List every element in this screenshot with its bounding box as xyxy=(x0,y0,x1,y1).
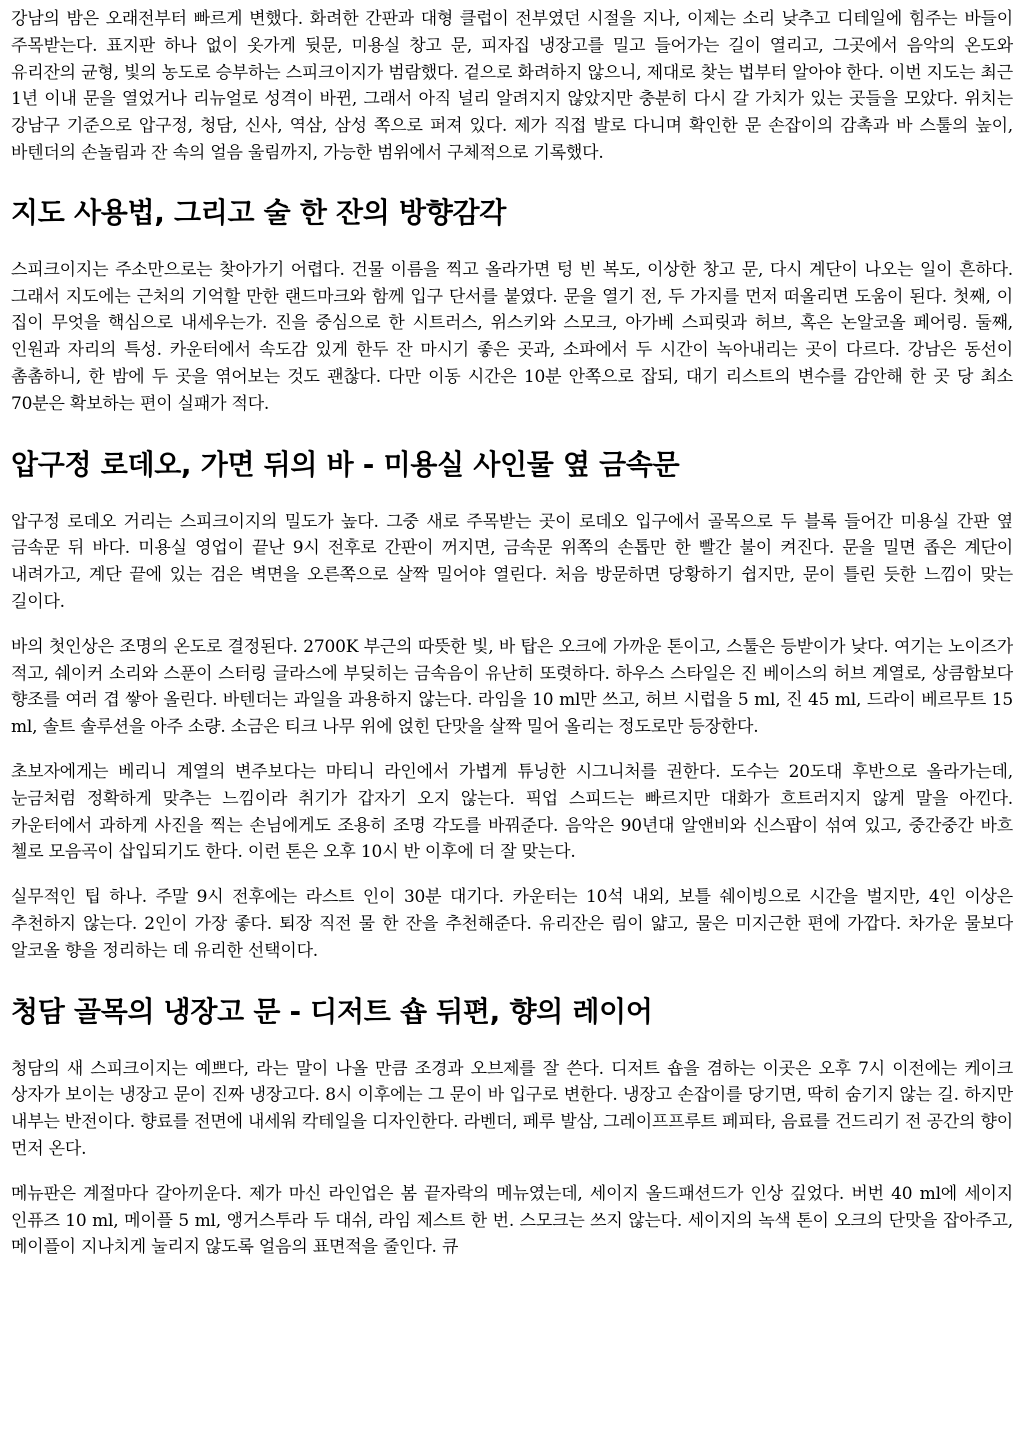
spacer xyxy=(11,1163,1013,1181)
section-heading-apgujeong: 압구정 로데오, 가면 뒤의 바 - 미용실 사인물 옆 금속문 xyxy=(11,447,680,481)
spacer xyxy=(11,418,1013,447)
article xyxy=(11,6,1013,1261)
section-heading-cheongdam: 청담 골목의 냉장고 문 - 디저트 숍 뒤편, 향의 레이어 xyxy=(11,994,653,1028)
spacer xyxy=(11,231,1013,257)
paragraph: 바의 첫인상은 조명의 온도로 결정된다. 2700K 부근의 따뜻한 빛, 바 탑은 오크에 가까운 톤이고, 스툴은 등받이가 낮다. 여기는 노이즈가 적고, 쉐이커 소리와 스푼이 스터링 글라스에 부딪히는 금속음이 유난히 또렷하다. 하우스 스타일은 진 베이스의 허브 계열로, 상큼함보다 향조를 여러 겹 쌓아 올린다. 바텐더는 과일을 과용하지 않는다. 라임을 10 ml만 쓰고, 허브 시럽을 5 ml, 진 45 ml, 드라이 베르무트 15 ml, 솔트 솔루션을 아주 소량. 소금은 티크 나무 위에 얹힌 단맛을 살짝 밀어 올리는 정도로만 등장한다. xyxy=(11,636,1013,738)
intro-paragraph: 강남의 밤은 오래전부터 빠르게 변했다. 화려한 간판과 대형 클럽이 전부였던 시절을 지나, 이제는 소리 낮추고 디테일에 힘주는 바들이 주목받는다. 표지판 하나 없이 옷가게 뒷문, 미용실 창고 문, 피자집 냉장고를 밀고 들어가는 길이 열리고, 그곳에서 음악의 온도와 유리잔의 균형, 빛의 농도로 승부하는 스피크이지가 범람했다. 겉으로 화려하지 않으니, 제대로 찾는 법부터 알아야 한다. 이번 지도는 최근 1년 이내 문을 열었거나 리뉴얼로 성격이 바뀐, 그래서 아직 널리 알려지지 않았지만 충분히 다시 갈 가치가 있는 곳들을 모았다. 위치는 강남구 기준으로 압구정, 청담, 신사, 역삼, 삼성 쪽으로 퍼져 있다. 제가 직접 발로 다니며 확인한 문 손잡이의 감촉과 바 스툴의 높이, 바텐더의 손놀림과 잔 속의 얼음 울림까지, 가능한 범위에서 구체적으로 기록했다. xyxy=(11,9,1013,163)
spacer xyxy=(11,616,1013,634)
paragraph: 압구정 로데오 거리는 스피크이지의 밀도가 높다. 그중 새로 주목받는 곳이 로데오 입구에서 골목으로 두 블록 들어간 미용실 간판 옆 금속문 뒤 바다. 미용실 영업이 끝난 9시 전후로 간판이 꺼지면, 금속문 위쪽의 손톱만 한 빨간 불이 켜진다. 문을 밀면 좁은 계단이 내려가고, 계단 끝에 있는 검은 벽면을 오른쪽으로 살짝 밀어야 열린다. 처음 방문하면 당황하기 쉽지만, 문이 틀린 듯한 느낌이 맞는 길이다. xyxy=(11,511,1013,612)
paragraph: 메뉴판은 계절마다 갈아끼운다. 제가 마신 라인업은 봄 끝자락의 메뉴였는데, 세이지 올드패션드가 인상 깊었다. 버번 40 ml에 세이지 인퓨즈 10 ml, 메이플 5 ml, 앵거스투라 두 대쉬, 라임 제스트 한 번. 스모크는 쓰지 않는다. 세이지의 녹색 톤이 오크의 단맛을 잡아주고, 메이플이 지나치게 눌리지 않도록 얼음의 표면적을 줄인다. 큐 xyxy=(11,1183,1013,1258)
spacer xyxy=(11,741,1013,759)
spacer xyxy=(11,1030,1013,1056)
paragraph: 실무적인 팁 하나. 주말 9시 전후에는 라스트 인이 30분 대기다. 카운터는 10석 내외, 보틀 쉐이빙으로 시간을 벌지만, 4인 이상은 추천하지 않는다. 2인이 가장 좋다. 퇴장 직전 물 한 잔을 추천해준다. 유리잔은 림이 얇고, 물은 미지근한 편에 가깝다. 차가운 물보다 알코올 향을 정리하는 데 유리한 선택이다. xyxy=(11,887,1013,961)
spacer xyxy=(11,965,1013,994)
spacer xyxy=(11,167,1013,195)
paragraph: 초보자에게는 베리니 계열의 변주보다는 마티니 라인에서 가볍게 튜닝한 시그니처를 권한다. 도수는 20도대 후반으로 올라가는데, 눈금처럼 정확하게 맞추는 느낌이라 취기가 갑자기 오지 않는다. 픽업 스피드는 빠르지만 대화가 흐트러지지 않게 말을 아낀다. 카운터에서 과하게 사진을 찍는 손님에게도 조용히 조명 각도를 바꿔준다. 음악은 90년대 알앤비와 신스팝이 섞여 있고, 중간중간 바흐 첼로 모음곡이 삽입되기도 한다. 이런 톤은 오후 10시 반 이후에 더 잘 맞는다. xyxy=(11,761,1013,863)
spacer xyxy=(11,866,1013,884)
section-heading-map-usage: 지도 사용법, 그리고 술 한 잔의 방향감각 xyxy=(11,195,506,229)
spacer xyxy=(11,483,1013,509)
paragraph: 청담의 새 스피크이지는 예쁘다, 라는 말이 나올 만큼 조경과 오브제를 잘 쓴다. 디저트 숍을 겸하는 이곳은 오후 7시 이전에는 케이크 상자가 보이는 냉장고 문이 진짜 냉장고다. 8시 이후에는 그 문이 바 입구로 변한다. 냉장고 손잡이를 당기면, 딱히 숨기지 않는 길. 하지만 내부는 반전이다. 향료를 전면에 내세워 칵테일을 디자인한다. 라벤더, 페루 발삼, 그레이프프루트 페피타, 음료를 건드리기 전 공간의 향이 먼저 온다. xyxy=(11,1058,1013,1159)
paragraph: 스피크이지는 주소만으로는 찾아가기 어렵다. 건물 이름을 찍고 올라가면 텅 빈 복도, 이상한 창고 문, 다시 계단이 나오는 일이 흔하다. 그래서 지도에는 근처의 기억할 만한 랜드마크와 함께 입구 단서를 붙였다. 문을 열기 전, 두 가지를 먼저 떠올리면 도움이 된다. 첫째, 이 집이 무엇을 핵심으로 내세우는가. 진을 중심으로 한 시트러스, 위스키와 스모크, 아가베 스피릿과 허브, 혹은 논알코올 페어링. 둘째, 인원과 자리의 특성. 카운터에서 속도감 있게 한두 잔 마시기 좋은 곳과, 소파에서 두 시간이 녹아내리는 곳이 다르다. 강남은 동선이 촘촘하니, 한 밤에 두 곳을 엮어보는 것도 괜찮다. 다만 이동 시간은 10분 안쪽으로 잡되, 대기 리스트의 변수를 감안해 한 곳 당 최소 70분은 확보하는 편이 실패가 적다. xyxy=(11,259,1013,414)
